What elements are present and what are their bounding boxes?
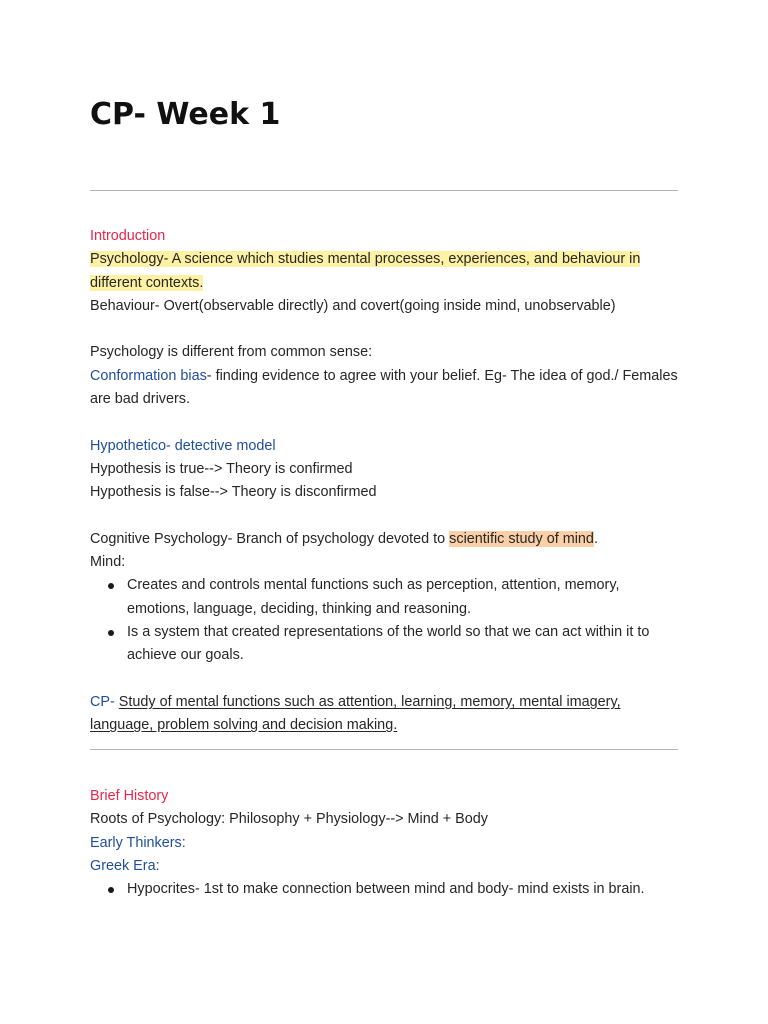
term-label: Conformation bias: [90, 367, 207, 384]
definition-text: Cognitive Psychology- Branch of psychology devoted to: [90, 530, 450, 547]
highlighted-text: scientific study of mind: [449, 530, 594, 547]
divider: [90, 749, 678, 750]
conformation-bias-text: [90, 365, 680, 412]
page-title: CP- Week 1: [90, 97, 281, 132]
definition-text-end: .: [593, 530, 598, 547]
underlined-text: Study of mental functions such as attention, learning, memory, mental imagery, language, problem solving and decision making.: [90, 693, 621, 734]
section-heading-brief-history: Brief History: [90, 788, 169, 804]
psychology-definition: [90, 248, 680, 295]
hypothetico-model-heading: Hypothetico- detective model: [90, 437, 276, 454]
term-description: - finding evidence to agree with your belief. Eg- The idea of god./ Females are bad drivers.: [90, 367, 678, 408]
list-item: Creates and controls mental functions such as perception, attention, memory, emotions, language, deciding, thinking and reasoning.: [127, 574, 680, 621]
divider: [90, 190, 678, 191]
brief-history-section: [90, 785, 680, 901]
behaviour-definition: Behaviour- Overt(observable directly) and covert(going inside mind, unobservable): [90, 297, 616, 314]
greek-era-heading: Greek Era:: [90, 857, 160, 874]
list-item: Is a system that created representations of the world so that we can act within it to achieve our goals.: [127, 621, 680, 668]
highlighted-text: Psychology- A science which studies mental processes, experiences, and behaviour in different contexts.: [90, 251, 641, 291]
roots-text: Roots of Psychology: Philosophy + Physiology--> Mind + Body: [90, 811, 488, 828]
cp-definition: [90, 691, 680, 738]
mind-bullet-list: [90, 574, 680, 667]
introduction-section: [90, 225, 680, 738]
term-label: CP-: [90, 693, 115, 710]
common-sense-text: Psychology is different from common sense:: [90, 344, 373, 361]
list-item: Hypocrites- 1st to make connection between mind and body- mind exists in brain.: [127, 878, 680, 901]
greek-era-bullet-list: [90, 878, 680, 901]
cognitive-psychology-definition: [90, 528, 680, 551]
section-heading-introduction: Introduction: [90, 228, 166, 244]
hypothesis-false-text: Hypothesis is false--> Theory is disconfirmed: [90, 484, 377, 501]
mind-label: Mind:: [90, 554, 126, 571]
early-thinkers-heading: Early Thinkers:: [90, 834, 186, 851]
hypothesis-true-text: Hypothesis is true--> Theory is confirmed: [90, 460, 353, 477]
